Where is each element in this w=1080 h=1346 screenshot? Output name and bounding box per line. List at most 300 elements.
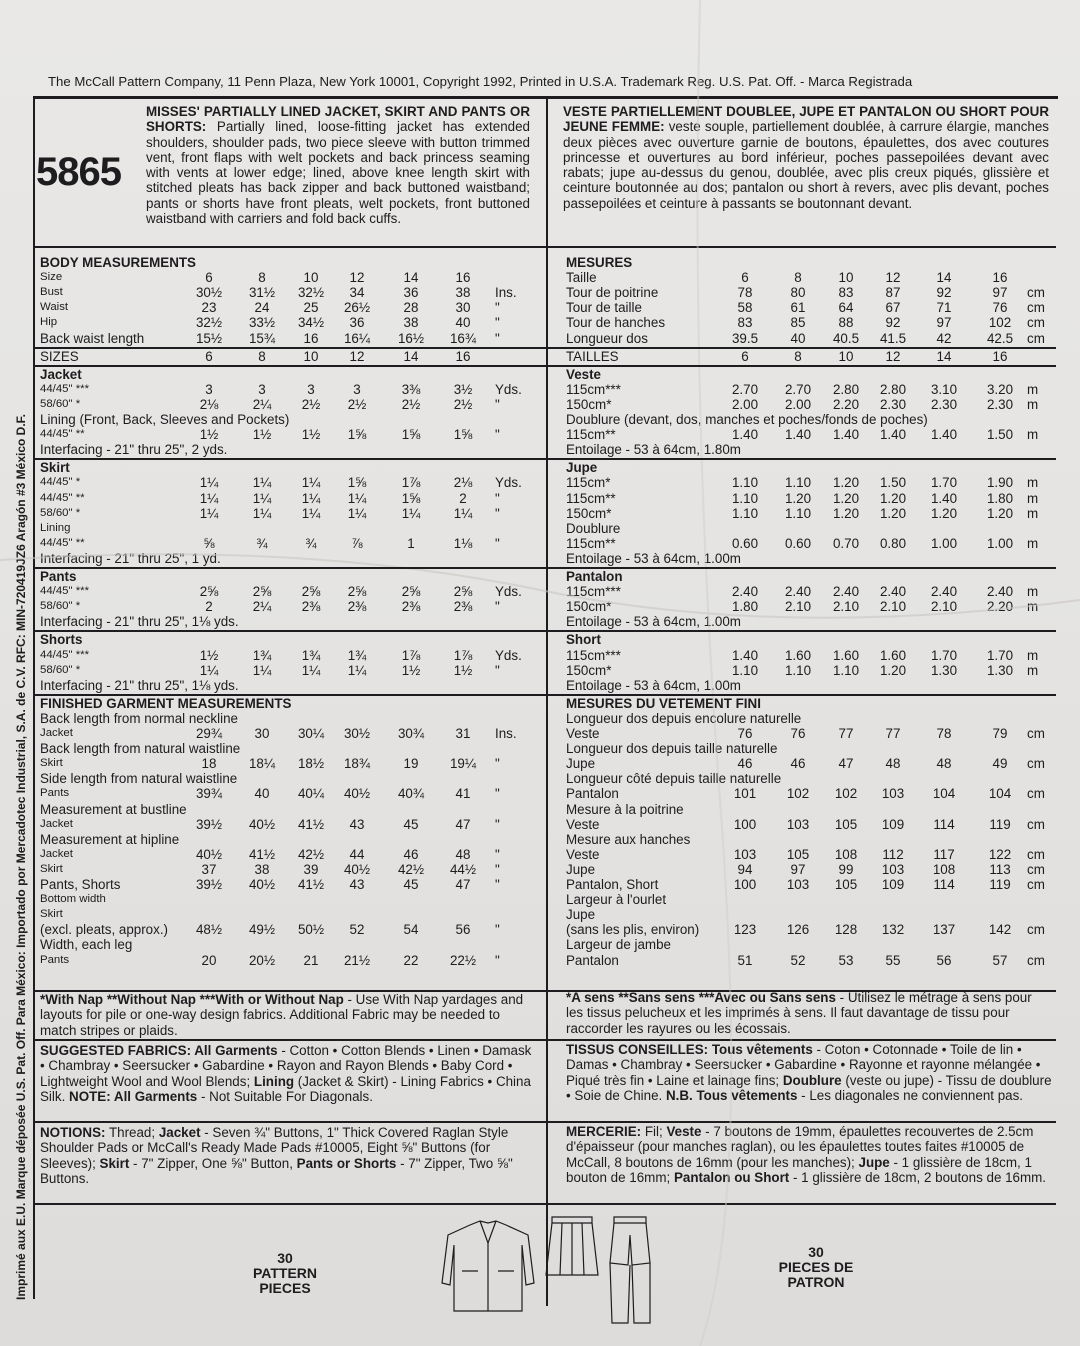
row-label: Interfacing - 21" thru 25", 2 yds. [40,442,228,458]
row-value: 1¼ [252,662,272,678]
row-label: 115cm*** [566,647,621,663]
row-value: 2⅝ [301,584,321,600]
row-value: 33½ [248,315,276,331]
table-row [0,367,1080,382]
row-label: Jupe [566,460,598,476]
row-value: 119 [989,877,1011,892]
row-unit: cm [1027,816,1045,832]
row-value: 24 [254,300,270,316]
row-value: 88 [838,315,854,331]
row-value: 18¼ [248,756,276,772]
table-divider [33,458,546,460]
row-value: 1.40 [930,427,958,443]
nap-note-fr-text: - Utilisez le métrage à sens pour les tissus pelucheux et les imprimés à sens. Il faut davantage de tissu pour raccorder les rayures ou les écossais. [566,990,1032,1036]
row-value: 1.10 [784,505,812,521]
row-value: 1.10 [784,662,812,678]
row-label: MESURES [566,255,633,270]
row-value: 101 [733,786,757,802]
row-label: Mesure à la poitrine [566,801,684,817]
pattern-pieces-fr-label: PIECES DE PATRON [778,1259,854,1290]
row-value: 2⅜ [401,599,421,615]
fabrics-en-note-text: - Not Suitable For Diagonals. [197,1088,373,1104]
row-value: 1½ [199,427,219,443]
table-divider [548,630,1056,632]
row-value: 1.80 [731,599,759,615]
row-value: 1.00 [930,535,958,551]
row-value: 137 [932,922,956,938]
row-value: 28 [403,300,419,316]
row-label: 115cm** [566,535,616,551]
row-label: Pantalon [566,786,619,802]
row-value: 41½ [297,877,325,892]
row-value: 1.10 [731,490,759,506]
row-label: Jupe [566,907,596,923]
row-label: Lining [40,521,71,534]
row-unit: " [495,877,500,892]
row-value: 1.10 [731,505,759,521]
row-value: 1½ [401,662,421,678]
publisher-header: The McCall Pattern Company, 11 Penn Plaza, New York 10001, Copyright 1992, Printed in U.S.A. Trademark Reg. U.S. Pat. Off. - Marca Registrada [48,74,913,89]
row-value: 76 [992,300,1008,316]
row-value: 67 [885,300,901,316]
row-value: 3⅜ [401,381,421,397]
notions-fr-skirt-text: - 1 glissière de 18cm, 1 bouton de 16mm; [566,1154,1032,1185]
row-value: 1¼ [199,662,219,678]
table-row [0,726,1080,741]
row-value: 2⅜ [347,599,367,615]
table-row [0,802,1080,817]
row-value: 76 [737,726,753,741]
row-value: 2.00 [731,396,759,412]
row-value: 1.00 [986,535,1014,551]
row-value: 43 [349,816,365,832]
row-value: 40¼ [297,786,325,802]
row-value: 10 [838,270,854,286]
fabrics-fr-title: TISSUS CONSEILLES: Tous vêtements [566,1042,813,1057]
row-label: Interfacing - 21" thru 25", 1⅛ yds. [40,677,239,693]
row-value: 1.40 [832,427,860,443]
row-value: 1.10 [731,475,759,491]
nap-note-fr-title: *A sens **Sans sens ***Avec ou Sans sens [566,990,836,1005]
row-label: Pants [40,953,70,966]
table-row [0,397,1080,412]
row-value: 1.20 [832,475,860,491]
row-label: Measurement at hipline [40,831,180,847]
row-value: 3 [258,381,266,397]
row-value: 49 [992,756,1008,772]
row-value: 32½ [297,285,325,301]
row-value: 2.40 [784,584,812,600]
row-value: 2¼ [252,396,272,412]
row-value: 3.20 [986,381,1014,397]
row-value: 6 [205,270,213,286]
row-value: 64 [838,300,854,316]
row-label: (sans les plis, environ) [566,922,700,938]
row-label: 44/45" ** [40,536,85,549]
row-value: 40½ [248,877,276,892]
row-value: 3 [353,381,361,397]
row-value: 18½ [297,756,325,772]
row-label: Measurement at bustline [40,801,187,817]
row-value: 8 [794,270,802,286]
row-unit: m [1027,584,1039,600]
row-label: Jacket [40,366,82,382]
row-label: Jacket [40,847,73,860]
header-divider [33,246,1056,248]
nap-note-fr [566,990,1050,1036]
row-value: 50½ [297,922,325,938]
row-value: 41½ [248,846,276,862]
row-value: 16¾ [449,330,477,346]
row-label: 44/45" ** [40,428,85,441]
row-value: 16 [303,330,319,346]
table-row [0,255,1080,270]
notions-fr-thread: Fil; [641,1124,667,1139]
row-value: 0.60 [784,535,812,551]
row-value: 21 [303,952,319,968]
row-value: 29¾ [195,726,223,741]
row-value: 34 [349,285,365,301]
row-value: 20 [201,952,217,968]
row-label: 58/60" * [40,506,81,519]
row-value: 1¼ [301,662,321,678]
row-value: 46 [790,756,806,772]
row-unit: cm [1027,726,1045,741]
row-label: Entoilage - 53 à 64cm, 1.80m [566,442,741,458]
row-unit: m [1027,599,1039,615]
table-row [0,678,1080,693]
row-value: 48½ [195,922,223,938]
pattern-pieces-en-label: PATTERN PIECES [252,1265,318,1296]
row-label: TAILLES [566,348,619,364]
notions-en-jacket-text: - Seven ¾" Buttons, 1" Thick Covered Raglan Style Shoulder Pads or McCall's Ready Made Pads #10005, Eight ⅝" Buttons (for Sleeves); [40,1125,509,1171]
row-value: 1 [407,535,415,551]
row-value: 2.40 [986,584,1014,600]
row-label: Bust [40,286,63,299]
row-value: 2¼ [252,599,272,615]
row-value: 3 [307,381,315,397]
row-value: 40.5 [832,330,860,346]
row-label: Back waist length [40,330,145,346]
row-value: 1¼ [199,490,219,506]
table-row [0,536,1080,551]
fabrics-fr-note-text: - Les diagonales ne conviennent pas. [797,1087,1024,1103]
row-unit: " [495,861,500,877]
notions-fr-pants-label: Pantalon ou Short [673,1169,790,1185]
row-value: 83 [838,285,854,301]
row-value: 3½ [453,381,473,397]
row-value: 47 [455,816,471,832]
row-value: 47 [455,877,471,892]
row-value: 39¾ [195,786,223,802]
row-value: 2½ [301,396,321,412]
row-value: 117 [933,846,955,862]
table-row [0,771,1080,786]
row-label: 44/45" ** [40,491,85,504]
row-label: Veste [566,366,601,382]
row-value: 18 [201,756,217,772]
row-value: 2.10 [930,599,958,615]
row-unit: " [495,756,500,772]
row-value: 54 [403,922,419,938]
pattern-number: 5865 [36,150,121,194]
row-value: 41.5 [879,330,907,346]
row-value: 1⅛ [453,535,473,551]
row-value: 2.20 [986,599,1014,615]
row-value: 1⅞ [401,475,421,491]
row-value: 100 [733,877,757,892]
table-row [0,892,1080,907]
row-value: 36 [349,315,365,331]
row-value: 30 [455,300,471,316]
row-value: 2½ [453,396,473,412]
row-value: 42½ [297,846,325,862]
row-value: 40½ [343,861,371,877]
row-value: 20½ [248,952,276,968]
row-label: 44/45" * [40,476,81,489]
row-label: Waist [40,301,69,314]
row-value: 2.00 [784,396,812,412]
row-value: 1.90 [986,475,1014,491]
row-label: Doublure [566,520,621,536]
table-row [0,300,1080,315]
row-label: Pants [40,569,77,584]
row-value: 16 [455,270,471,286]
row-value: 40½ [195,846,223,862]
row-label: 150cm* [566,396,612,412]
row-value: ⅞ [351,535,363,551]
notions-fr-jacket-text: - 7 boutons de 19mm, épaulettes recouvertes de 2.5cm d'épaisseur (pour manches raglan), ou les épaulettes toutes faites #10005 de McCall, 8 boutons de 16mm (pour les manches); [566,1124,1034,1170]
description-en-text: Partially lined, loose-fitting jacket has extended shoulders, shoulder pads, two piece sleeve with button trimmed vent, front flaps with welt pockets and back princess seaming with vents at lower edge; lined, above knee length skirt with stitched pleats has back zipper and back buttoned waistband; pants or shorts have front pleats, welt pockets, front buttoned waistband with carriers and fold back cuffs. [146,119,530,227]
row-label: Jupe [566,861,596,877]
row-value: 1½ [199,647,219,663]
row-label: Jupe [566,756,596,772]
row-value: 1.20 [879,662,907,678]
row-value: 1⅞ [453,647,473,663]
row-value: 56 [455,922,471,938]
row-value: 114 [933,816,955,832]
row-value: 1.70 [986,647,1014,663]
table-divider [33,347,546,349]
notions-fr-pants-text: - 1 glissière de 18cm, 2 boutons de 16mm. [789,1169,1047,1185]
row-label: Skirt [40,757,63,770]
row-value: 40½ [248,816,276,832]
row-value: 1.20 [930,505,958,521]
fabrics-divider [33,1039,1056,1041]
row-label: Largeur à l'ourlet [566,892,667,908]
row-unit: m [1027,475,1039,491]
row-label: Back length from natural waistline [40,741,241,757]
row-value: 3 [205,381,213,397]
row-value: 2.20 [832,396,860,412]
row-value: 40 [455,315,471,331]
row-value: 2⅝ [453,584,473,600]
row-value: 41½ [297,816,325,832]
row-value: 14 [936,348,952,364]
row-value: 1¼ [199,505,219,521]
row-value: 30¾ [397,726,425,741]
row-value: 26½ [343,300,371,316]
row-value: 1.20 [879,505,907,521]
row-label: Longueur dos [566,330,648,346]
row-value: 142 [988,922,1012,938]
row-label: Longueur côté depuis taille naturelle [566,771,782,787]
pants-sketch [610,1217,650,1323]
notions-fr-skirt-label: Jupe [858,1154,890,1170]
row-value: 1.70 [930,475,958,491]
row-value: 1.20 [784,490,812,506]
row-value: 1.40 [879,427,907,443]
row-label: Entoilage - 53 à 64cm, 1.00m [566,550,741,566]
row-unit: " [495,490,500,506]
row-unit: m [1027,427,1039,443]
row-value: 40 [790,330,806,346]
row-value: 10 [303,348,319,364]
row-value: ¾ [305,535,317,551]
row-value: ⅝ [203,535,215,551]
row-value: 8 [258,348,266,364]
row-unit: m [1027,662,1039,678]
row-value: 19¼ [449,756,477,772]
row-unit: cm [1027,922,1045,938]
row-value: 1¼ [301,490,321,506]
notions-fr [566,1124,1054,1185]
row-value: 52 [349,922,365,938]
row-label: Size [40,271,63,284]
row-value: 1.30 [986,662,1014,678]
row-unit: cm [1027,756,1045,772]
fabrics-en [40,1043,532,1104]
row-label: Bottom width [40,893,106,906]
row-value: 1¼ [347,662,367,678]
description-en-title: MISSES' PARTIALLY LINED JACKET, SKIRT AND PANTS OR SHORTS: [146,104,530,135]
row-unit: cm [1027,300,1045,316]
row-label: Longueur dos depuis encolure naturelle [566,710,802,726]
row-value: 34½ [297,315,325,331]
row-value: 2⅜ [453,599,473,615]
row-value: 80 [790,285,806,301]
row-label: Veste [566,816,600,832]
row-unit: " [495,599,500,615]
row-value: ¾ [256,535,268,551]
row-unit: Yds. [495,475,522,491]
row-unit: m [1027,505,1039,521]
description-en [146,104,530,226]
row-value: 2 [205,599,213,615]
nap-note-en [40,992,530,1038]
row-value: 53 [838,952,854,968]
row-value: 2⅜ [301,599,321,615]
fabrics-fr-text: - Coton • Cotonnade • Toile de lin • Damas • Chambray • Seersucker • Gabardine • Rayonne et rayonne mélangée • Piqué très fin • Laine et lainage fins; [566,1042,1041,1088]
row-value: 1¼ [301,475,321,491]
row-value: 58 [737,300,753,316]
row-label: Pantalon [566,952,619,968]
row-value: 6 [741,348,749,364]
row-value: 10 [303,270,319,286]
row-value: 1⅝ [347,475,367,491]
row-value: 99 [838,861,854,877]
table-row [0,491,1080,506]
table-row [0,937,1080,952]
row-label: Skirt [40,862,63,875]
row-value: 103 [786,877,810,892]
row-value: 2.10 [832,599,860,615]
row-value: 43 [349,877,365,892]
notions-fr-title: MERCERIE: [566,1124,642,1139]
row-value: 104 [932,786,956,802]
row-label: MESURES DU VETEMENT FINI [566,695,761,711]
row-value: 83 [737,315,753,331]
row-value: 12 [885,270,901,286]
row-value: 31½ [248,285,276,301]
row-label: Tour de hanches [566,315,666,331]
row-value: 2⅝ [199,584,219,600]
row-value: 2 [459,490,467,506]
row-value: 14 [936,270,952,286]
row-label: Width, each leg [40,937,133,953]
row-value: 1¼ [347,505,367,521]
table-row [0,817,1080,832]
row-value: 105 [834,877,858,892]
garment-line-drawing [430,1213,660,1325]
row-value: 46 [403,846,419,862]
row-label: 58/60" * [40,663,81,676]
row-label: Short [566,632,601,648]
table-row [0,427,1080,442]
row-unit: cm [1027,786,1045,802]
row-value: 1¼ [252,475,272,491]
row-value: 18¾ [343,756,371,772]
row-value: 38 [254,861,270,877]
row-value: 38 [455,285,471,301]
row-value: 2.40 [731,584,759,600]
row-value: 52 [790,952,806,968]
row-unit: " [495,505,500,521]
row-unit: cm [1027,330,1045,346]
table-row [0,349,1080,364]
row-value: 76 [790,726,806,741]
row-value: 16 [992,270,1008,286]
row-label: 58/60" * [40,397,81,410]
table-row [0,832,1080,847]
row-value: 123 [733,922,757,938]
row-value: 2.10 [879,599,907,615]
row-value: 2⅛ [199,396,219,412]
row-value: 1.40 [731,427,759,443]
row-value: 10 [838,348,854,364]
row-value: 1¼ [301,505,321,521]
row-value: 108 [834,846,858,862]
notions-fr-jacket-label: Veste [666,1124,702,1139]
row-unit: " [495,922,500,938]
row-label: SIZES [40,348,79,364]
row-value: 45 [403,877,419,892]
row-value: 2⅝ [401,584,421,600]
notions-en-thread: Thread; [105,1125,159,1140]
row-value: 39½ [195,816,223,832]
row-value: 14 [403,270,419,286]
row-value: 42.5 [986,330,1014,346]
row-label: 150cm* [566,505,612,521]
row-unit: cm [1027,846,1045,862]
row-label: 58/60" * [40,600,81,613]
row-value: 1.60 [879,647,907,663]
row-unit: " [495,300,500,316]
table-row [0,786,1080,801]
fabrics-en-lining-text: (Jacket & Skirt) - Lining Fabrics • China Silk. [40,1073,531,1104]
row-label: 115cm** [566,490,616,506]
row-value: 12 [349,348,365,364]
